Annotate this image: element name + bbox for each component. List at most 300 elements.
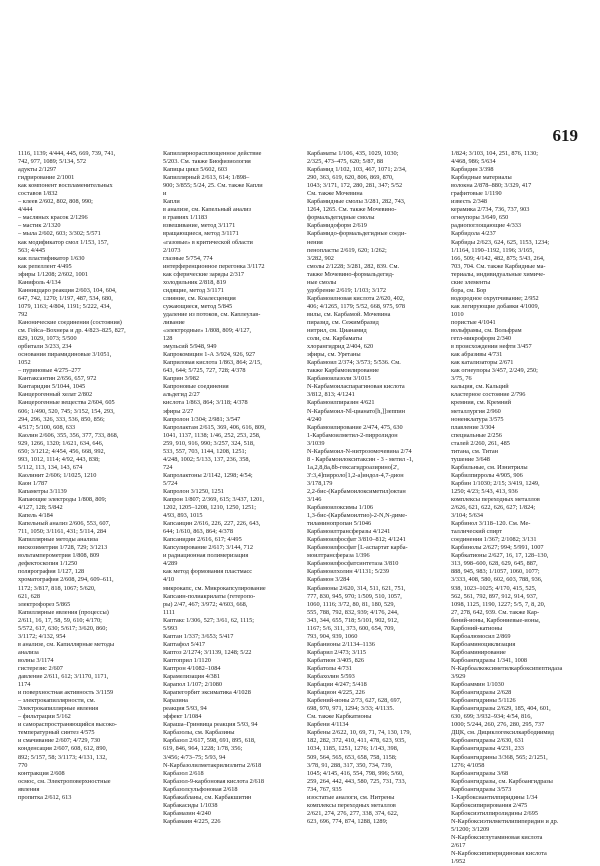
index-entry-line: 5/112, 113, 134, 143, 674 — [18, 463, 83, 471]
index-entry-line: 3/333, 408, 580, 602, 603, 788, 936, — [451, 576, 543, 584]
index-entry-line: Канниццаро реакция 2/603, 104, 604, — [18, 286, 117, 294]
index-entry-line: см. Гейса–Вохнера и др. 4/823–825, 827, — [18, 327, 126, 335]
index-entry-line: вольфрамы, см. Вольфрам — [451, 327, 522, 335]
index-entry-line: 630, 699; 3/932–934; 4/54, 816, — [451, 713, 532, 721]
index-entry-line: волны 3/1174 — [18, 656, 54, 664]
index-entry-line: Каразина — [163, 697, 188, 705]
index-entry-line: 563; 4/445 — [18, 246, 46, 254]
index-entry-line: Карбамоилхолин 4/1131; 5/239 — [307, 568, 390, 576]
index-entry-line: 1043; 3/171, 172, 280, 281, 347; 5/52 — [307, 182, 403, 190]
index-entry-line: 3/282, 902 — [307, 254, 334, 262]
index-entry-line: Карбоангидразы 3/573 — [451, 785, 512, 793]
index-entry-line: 3/929 — [451, 673, 466, 681]
index-entry-line: 2/1073 — [163, 246, 181, 254]
index-entry-line: тушение 3/648 — [451, 455, 490, 463]
index-entry-line: 3/78, 91, 288, 317, 350, 734, 739, — [307, 761, 393, 769]
index-entry-line: изостатые аналоги, см. Нитрены — [307, 793, 395, 801]
index-entry-line: – фильтрации 5/162 — [18, 713, 71, 721]
index-entry-line: 259, 264, 442, 443, 580, 725, 731, 733, — [307, 777, 407, 785]
index-entry-line: титана, см. Титан — [451, 447, 499, 455]
index-entry-line: гидрирование 2/1001 — [18, 174, 75, 182]
index-entry-line: 1111 — [163, 608, 175, 616]
index-entry-line: Карбазол 2/617, 598, 691, 895, 618, — [163, 737, 256, 745]
index-entry-line: 3/1039 — [307, 439, 325, 447]
index-entry-line: Карбоангидразы, см. Карбоангидразы — [451, 777, 553, 785]
index-entry-line: специальные 2/256 — [451, 431, 502, 439]
index-entry-line: как легирующие добавки 4/1009, — [451, 302, 540, 310]
index-entry-line: как компонент воспламенительных — [18, 182, 113, 190]
index-entry-line: 5/724 — [163, 479, 178, 487]
index-entry-line: 777, 830, 945, 970; 1/509, 510, 1057, — [307, 592, 402, 600]
index-entry-line: 619, 846, 964, 1228; 1/78, 356; — [163, 745, 243, 753]
index-entry-line: 5/203. См. также Биофизиология — [163, 158, 251, 166]
index-entry-line: 938, 1023–1025; 4/170, 415, 525, — [451, 584, 537, 592]
index-entry-line: 3':3,4]пирроло[1,2-a]индол-4,7-дион — [307, 471, 404, 479]
index-entry-line: температурный синтез 4/575 — [18, 729, 95, 737]
page-number: 619 — [552, 126, 578, 145]
index-entry-line: 343, 344, 655, 718; 5/101, 902, 912, — [307, 616, 399, 624]
index-entry-line: 4/127, 128; 5/842 — [18, 504, 63, 512]
index-entry-line: 294, 296, 326, 333, 536, 850, 856; — [18, 415, 105, 423]
index-entry-line: орбитали 3/233, 234 — [18, 343, 72, 351]
index-entry-line: Карбамоны 2/620, 314, 511, 621, 751, — [307, 584, 406, 592]
index-entry-line: Карбакасиды 1/1038 — [163, 801, 218, 809]
index-entry-line: Карбилпирролы 4/905, 906 — [451, 471, 523, 479]
index-entry-line: глазные 5/754, 774 — [163, 254, 213, 262]
index-entry-line: N-Карбоалкоксиметилкарбоксипептидаза — [451, 665, 563, 672]
index-entry-line: 3/1172; 4/132, 954 — [18, 632, 66, 640]
index-entry-line: Карбазол-9-карбоновая кислота 2/618 — [163, 777, 264, 785]
index-entry-line: контракция 2/608 — [18, 769, 65, 777]
index-entry-line: эффект 1/1084 — [163, 713, 202, 721]
index-entry-line: кальция, см. Кальций — [451, 383, 509, 391]
index-entry-line: 3/146 — [307, 496, 322, 504]
index-entry-line: 1/824; 3/103, 104, 251, 876, 1130; — [451, 150, 539, 157]
index-entry-line: Каптафол 5/417 — [163, 640, 206, 648]
index-entry-line: 623, 696, 774, 874, 1288, 1289; — [307, 817, 388, 825]
index-entry-line: Карбинолы 2/627; 994; 5/991, 1007 — [451, 544, 544, 552]
index-entry-line: N-Карбоксиглутаминовая кислота — [451, 833, 543, 841]
index-entry-line: Канцерогенный хелат 2/802 — [18, 391, 93, 399]
index-entry-line: Капролактам 2/615, 369, 406, 616, 809, — [163, 423, 266, 431]
index-entry-line: 711, 1050; 3/1161, 431; 5/114, 284 — [18, 528, 107, 536]
index-entry-line: кислота 1/863, 864; 3/118; 4/378 — [163, 399, 248, 407]
index-entry-line: Карбкатионы 2/627, 16, 17, 128–130, — [451, 552, 549, 560]
index-entry-line: 1250; 4/23; 5/43, 413, 936 — [451, 487, 518, 495]
index-entry-line: водородное охрупчивание; 2/952 — [451, 294, 539, 302]
index-entry-line: ноненклатура 3/575 — [451, 415, 504, 423]
index-entry-line: Карамелизация 4/381 — [163, 673, 220, 681]
index-entry-line: 1098, 1125, 1190, 1227; 5/5, 7, 8, 20, — [451, 600, 546, 608]
index-entry-line: вилы, см. Карбамой. Мочевина — [307, 310, 391, 318]
index-entry-line: Карбоаминоциклизация — [451, 640, 516, 648]
index-entry-line: 4/93, 893, 1015 — [163, 512, 203, 520]
index-entry-line: как огнеупоры 3/457, 2/249, 250; — [451, 367, 538, 375]
index-entry-line: полярография 1/127, 128 — [18, 568, 85, 576]
index-entry-line: 182, 282, 372, 410, 411, 478, 623, 935, — [307, 737, 406, 745]
index-entry-line: 1174 — [18, 681, 31, 689]
index-entry-line: Карбин 1/1030; 2/15; 3/419, 1249, — [451, 479, 540, 487]
index-entry-line: Электрокапиллярные явления — [18, 705, 99, 713]
index-entry-line: таллический спирт — [451, 528, 502, 536]
index-entry-line: Карбазолы, см. Карбазины — [163, 729, 235, 737]
index-entry-line: кластерное состояние 2/796 — [451, 391, 526, 399]
index-entry-line: 4/248, 1002; 5/133, 137, 236, 358, — [163, 455, 251, 463]
index-entry-line: Карбоангидрины 3/368, 565; 2/1251, — [451, 753, 548, 761]
index-entry-line: тиламинопропан 5/1046 — [307, 520, 372, 528]
index-entry-line: 1a,2,8,8a,8b-гексагидроазирино[2', — [307, 463, 399, 471]
index-entry-line: Капиллярнорасплющенное действие — [163, 150, 262, 157]
index-entry-line: Карбамоилфосфат 3/810–812; 4/1241 — [307, 536, 406, 544]
index-entry-line: Карбидные материалы — [451, 174, 512, 182]
index-entry-line: и радиационная полимеризация — [163, 552, 249, 560]
index-entry-line: Карбены 2/622, 10, 69, 71, 74, 130, 179, — [307, 729, 412, 737]
index-entry-line: пористые 4/1041 — [451, 318, 496, 326]
index-entry-line: реакция 5/93, 94 — [163, 705, 207, 713]
index-entry-line: Карбамоилновая кислота 2/620, 402, — [307, 294, 405, 302]
index-entry-line: хлорангидрид 2/404, 620 — [307, 343, 374, 351]
index-entry-line: в происхождении нефти 3/457 — [451, 343, 532, 351]
index-entry-line: как пластификатор 1/630 — [18, 254, 85, 262]
index-entry-line: 166, 509; 4/142, 482, 875; 5/43, 264, — [451, 254, 545, 262]
index-entry-line: эмульсий 5/948, 949 — [163, 343, 217, 351]
index-entry-line: 8 - Карбамоилокситаксин - 3 - метил -1, — [307, 455, 414, 463]
index-entry-line: Карбатион 3/405, 826 — [307, 656, 365, 664]
index-entry-line: волокна 2/878–880; 3/329, 417 — [451, 182, 532, 190]
index-column-2 — [163, 150, 295, 826]
index-entry-line: 5/572, 617, 630; 5/617; 3/620, 860; — [18, 624, 108, 632]
index-entry-line: 2/621, 274, 276, 277, 338, 374, 622, — [307, 809, 399, 817]
index-entry-line: – электрокапиллярности, см. — [18, 697, 96, 705]
index-entry-line: Каптакс 1/306, 527; 3/61, 62, 1115; — [163, 616, 255, 624]
index-entry-line: Карбамид 1/102, 103, 467, 1071; 2/34, — [307, 166, 407, 174]
index-entry-line: Капиллярные методы анализа — [18, 536, 99, 544]
index-entry-line: 3/75, 76 — [451, 375, 472, 383]
index-entry-line: Канцерогенные вещества 2/604, 605 — [18, 399, 115, 407]
index-columns — [18, 150, 584, 866]
index-column-3 — [307, 150, 439, 826]
index-entry-line: 724 — [163, 463, 173, 471]
index-entry-line: Карапегорбит эксиматика 4/1028 — [163, 689, 251, 697]
index-entry-line: холодильник 2/818, 819 — [163, 278, 226, 286]
index-entry-line: 606; 1/490, 520, 745; 3/152, 154, 293, — [18, 407, 115, 415]
index-entry-line: «электродные» 1/808, 809; 4/127, — [163, 327, 252, 335]
index-entry-line: 2/325, 473–475, 620; 5/87, 88 — [307, 158, 384, 166]
index-entry-line: 562, 561, 792, 897, 912, 914, 937, — [451, 592, 538, 600]
index-entry-line: 647, 742, 1270; 1/197, 487, 534, 680, — [18, 294, 113, 302]
index-entry-line: См. также Карбкатионы — [307, 713, 372, 721]
index-entry-line: моилтрансфераза 1/396 — [307, 552, 370, 560]
index-entry-line: N-Карбоксипиперидиновая кислота — [451, 850, 547, 858]
index-entry-line: как абразивы 4/731 — [451, 351, 503, 359]
index-entry-line: 643, 644; 5/725, 727, 728; 4/378 — [163, 367, 246, 375]
index-entry-line: 1041, 1137, 1138; 1/46, 252, 253, 258, — [163, 431, 261, 439]
index-entry-line: Карбацион 4/225, 226 — [307, 689, 365, 697]
index-entry-line: Карбоангидразы 1/341, 1008 — [451, 656, 528, 664]
index-entry-line: как репеллент 4/495 — [18, 262, 72, 270]
index-entry-line: Капролон 3/1250, 1251 — [163, 487, 224, 495]
index-entry-line: 929, 1266, 1320; 1/621, 634, 646, — [18, 439, 104, 447]
index-entry-line: 900; 3/855; 5/24, 25. См. также Капли — [163, 182, 263, 190]
index-entry-line: Карбоний-катионы — [451, 624, 503, 632]
index-entry-line: Караша–Гринвица реакция 5/93, 94 — [163, 721, 258, 729]
index-entry-line: 698, 970, 971, 1294; 3/33; 4/1135. — [307, 705, 395, 713]
index-entry-line: вращающиеся, метод 3/1171 — [163, 230, 239, 238]
index-entry-line: 290, 363, 619, 620, 806, 869, 870, — [307, 174, 394, 182]
index-entry-line: металлургия 2/960 — [451, 407, 501, 415]
index-entry-line: Карбамидо-формальдегидные соеди- — [307, 230, 407, 238]
index-entry-line: 1264, 1265. См. также Мочевино- — [307, 206, 397, 214]
index-entry-line: 27, 278, 642, 939. См. также Кар- — [451, 608, 540, 616]
index-entry-line: 888, 945, 983; 1/1057, 1060, 1077; — [451, 568, 540, 576]
index-entry-line: Карбидола 4/237 — [451, 230, 496, 238]
index-entry-line: известь 2/348 — [451, 198, 488, 206]
index-entry-line: Карбамоилтрансферазы 4/1241 — [307, 528, 391, 536]
index-entry-line: N-Карбазолилметакрилизлиты 2/618 — [163, 761, 262, 769]
index-entry-line: Капроновые соединения — [163, 383, 229, 391]
index-entry-line: териалы, индивидуальные химиче- — [451, 270, 546, 278]
index-entry-line: Карбоангидразы 2/629, 185, 404, 601, — [451, 705, 551, 713]
index-entry-line: Канифоль 4/134 — [18, 278, 61, 286]
index-entry-line: 792 — [18, 310, 28, 318]
index-entry-line: 703, 704. См. также Карбидные ма- — [451, 262, 546, 270]
index-entry-line: 1045; 4/145, 416, 554, 798, 996; 5/60, — [307, 769, 404, 777]
index-entry-line: альдегид 2/27 — [163, 391, 200, 399]
index-entry-line: 1034, 1185, 1251, 1276; 1/143, 398, — [307, 745, 399, 753]
index-entry-line: – мастик 2/1320 — [18, 222, 61, 230]
index-entry-line: 770 — [18, 761, 28, 769]
index-entry-line: 533, 557, 703, 1144, 1208, 1251; — [163, 447, 247, 455]
index-entry-line: гистерезис 2/607 — [18, 665, 63, 672]
index-entry-line: интерференционное перегонка 3/1172 — [163, 262, 265, 270]
index-entry-line: также Мочевино-формальдегид- — [307, 270, 395, 278]
index-entry-line: Карбоангидразы 2/630, 631 — [451, 737, 524, 745]
index-entry-line: смолы 2/1228; 3/281, 282, 839. См. — [307, 262, 400, 270]
index-column-4 — [451, 150, 585, 866]
index-entry-line: нитрил, см. Цианамид — [307, 327, 367, 335]
index-entry-line: 313, 998–600, 628, 629, 645, 887, — [451, 560, 538, 568]
index-entry-line: удобрение 2/619; 1/103; 3/172 — [307, 286, 387, 294]
index-entry-line: Карбидин 3/398 — [451, 166, 494, 174]
index-entry-line: Каолинит 2/606; 1/1025, 1210 — [18, 471, 97, 479]
index-entry-line: – пуриновые 4/275–277 — [18, 367, 81, 375]
index-entry-line: анализа — [18, 648, 39, 656]
index-entry-line: комплексы переходных металлов — [451, 496, 540, 504]
index-entry-line: как модификатор смол 1/153, 157, — [18, 238, 109, 246]
index-entry-line: радиопоглощающие 4/333 — [451, 222, 522, 230]
index-entry-line: ры) 2/47, 467; 3/972; 4/603, 668, — [163, 600, 248, 608]
index-entry-line: 4/289 — [163, 560, 178, 568]
index-entry-line: 1172; 3/817, 818, 1067; 5/620, — [18, 584, 96, 592]
index-entry-line: Капсаицин 2/616, 226, 227, 226, 643, — [163, 520, 261, 528]
index-entry-line: огнеупоры 3/649, 650 — [451, 214, 509, 222]
index-entry-line: Карбамоилоксимы 1/106 — [307, 504, 374, 512]
index-entry-line: плавление 3/304 — [451, 423, 495, 431]
index-entry-line: Карбоаммин 1/1030 — [451, 681, 504, 689]
index-entry-line: 4/517; 5/100, 608, 633 — [18, 423, 76, 431]
index-entry-line: Карбоксипирирования 2/475 — [451, 801, 528, 809]
index-entry-line: 2/626, 621, 622, 626, 627; 1/824; — [451, 504, 536, 512]
index-entry-line: Карбоаминирование — [451, 648, 506, 656]
index-entry-line: взвешивание, метод 3/1171 — [163, 222, 236, 230]
index-entry-line: в гравиях 1/1183 — [163, 214, 208, 222]
index-entry-line: 2/611, 16, 17, 58, 59, 610; 4/170; — [18, 616, 102, 624]
index-entry-line: 1116, 1139; 4/444, 445, 669, 739, 741, — [18, 150, 116, 157]
index-entry-line: эфиры 1/1208; 2/602, 1001 — [18, 270, 88, 278]
index-entry-line: удаление из потоков, см. Каплеулав- — [163, 310, 261, 318]
index-entry-line: 1000; 5/244, 260, 276, 280, 295, 737 — [451, 721, 545, 729]
index-entry-line: Карбаматы 1/106, 435, 1029, 1030; — [307, 150, 399, 157]
index-entry-line: хроматография 2/608, 294, 609–611, — [18, 576, 114, 584]
index-entry-line: 1079, 1163; 4/804, 1191; 5/222, 434, — [18, 302, 112, 310]
index-entry-line: Карбазолсульфоновая 2/618 — [163, 785, 238, 793]
index-entry-line: 1276; 4/1058 — [451, 761, 485, 769]
index-entry-line: Каптоприл 1/1120 — [163, 656, 211, 664]
index-entry-line: Кантаридин 5/1044, 1045 — [18, 383, 86, 391]
index-entry-line: – клеев 2/602, 802, 808, 990; — [18, 198, 93, 206]
index-entry-line: Каптрон 4/1082–1084 — [163, 665, 221, 672]
index-entry-line: Карбакабланы, см. Карбакшитин — [163, 793, 252, 801]
index-entry-line: 1-Карбоксиантилпиридины 1/34 — [451, 793, 538, 801]
index-entry-line: Карбоангидразы 3/68 — [451, 769, 509, 777]
index-entry-line: адукты 2/1297 — [18, 166, 57, 174]
index-entry-line: 1/952 — [451, 858, 466, 866]
index-entry-line: 644; 1/610, 863, 864; 4/378 — [163, 528, 233, 536]
index-entry-line: 650; 3/1212; 4/454, 456, 668, 992, — [18, 447, 106, 455]
index-entry-line: 1-Карбамоилметил-2-пирролидон — [307, 431, 398, 439]
index-entry-line: нения — [307, 238, 323, 246]
index-entry-line: Карбиды 2/623, 624, 625, 1153, 1234; — [451, 238, 550, 246]
index-entry-line: Карбоангидразы 2/628 — [451, 689, 512, 697]
index-entry-line: дефектоскопия 1/1250 — [18, 560, 78, 568]
index-entry-line: Карбений-ионы 2/73, 627, 628, 697, — [307, 697, 402, 705]
index-entry-line: и смачивание 2/607; 4/729, 730 — [18, 737, 101, 745]
index-entry-line: N-Карбамоил-Nl-цианато[h,]]зеппин — [307, 407, 405, 415]
index-entry-line: слияние, см. Коалесценция — [163, 294, 236, 302]
index-entry-line: соединения 1/367; 2/1082; 3/131 — [451, 536, 537, 544]
index-entry-line: «газовые» в критической области — [163, 238, 253, 246]
index-entry-line: графитовые 1/1190 — [451, 190, 502, 198]
index-entry-line: Карбоксиэтилпиролидины 2/695 — [451, 809, 539, 817]
index-entry-line: 3/812, 813; 4/1241 — [307, 391, 355, 399]
index-entry-line: в анализе, см. Капельный анализ — [163, 206, 251, 214]
index-entry-line: Карбамоилпиразин 4/621 — [307, 399, 375, 407]
index-entry-line: Карбамоил 2/374; 3/573; 5/536. См. — [307, 359, 401, 367]
index-entry-line: Карбамон 3/284 — [307, 576, 350, 584]
index-entry-line: 829, 1029, 1073; 5/500 — [18, 335, 77, 343]
index-entry-line: как сферические заряды 2/317 — [163, 270, 245, 278]
index-entry-line: Капрокомицин 1-А 3/924, 926, 927 — [163, 351, 256, 359]
index-entry-line: 3/178,179 — [307, 479, 333, 487]
index-entry-line: комплексы переходных металлов — [307, 801, 396, 809]
index-entry-line: Капсулирование 2/617; 3/144, 712 — [163, 544, 253, 552]
index-entry-line: эфиры, см. Уретаны — [307, 351, 361, 359]
index-entry-line: Карбамидоформ 2/619 — [307, 222, 367, 230]
index-entry-line: 4/468, 986; 5/634 — [451, 158, 496, 166]
index-entry-line: пропитка 2/612, 613 — [18, 793, 72, 801]
index-entry-line: Каон 1/787 — [18, 479, 48, 487]
index-entry-line: Карбамидные смолы 3/281, 282, 743, — [307, 198, 406, 206]
index-entry-line: 406; 4/1265, 1179; 5/52, 668, 975, 978 — [307, 302, 406, 310]
index-entry-line: 4/444 — [18, 206, 33, 214]
index-entry-line: в анализе, см. Капиллярные методы — [18, 640, 115, 648]
index-entry-line: Каптоз 2/1274; 3/1139, 1248; 5/22 — [163, 648, 252, 656]
index-entry-line: Капельный анализ 2/606, 553, 607, — [18, 520, 111, 528]
index-entry-line: Карбамазин 4/240 — [163, 809, 211, 817]
index-entry-line: – мыла 2/602, 603; 3/302; 5/571 — [18, 230, 101, 238]
index-entry-line: Капаметры 3/1139 — [18, 487, 67, 495]
index-entry-line: формальдегидные смолы — [307, 214, 375, 222]
index-entry-line: ливание — [163, 318, 185, 326]
index-entry-line: 2/617 — [451, 842, 466, 850]
index-entry-line: соли, см. Карбаматы — [307, 335, 363, 343]
index-entry-line: Карбанионы 2/1134–1136 — [307, 640, 375, 648]
index-entry-line: микрокапс, см. Микрокапсулирование — [163, 584, 266, 592]
index-entry-line: 1167; 5/6, 311, 373, 600, 654, 709, — [307, 624, 396, 632]
index-entry-line: 128 — [163, 335, 173, 343]
index-entry-line: Карбамаия 4/225, 226 — [163, 817, 221, 825]
index-entry-line: Кантаксантин 2/656, 657, 972 — [18, 375, 97, 383]
index-entry-line: Карбатолы 4/731 — [307, 665, 352, 672]
index-entry-line: 1060, 1116; 3/72, 80, 81, 180, 529, — [307, 600, 396, 608]
index-column-1 — [18, 150, 150, 802]
index-entry-line: 259, 910, 916, 990; 3/257, 324, 518, — [163, 439, 255, 447]
index-entry-line: Каптан 1/337; 3/653; 5/417 — [163, 632, 234, 640]
index-entry-line: Капель 4/184 — [18, 512, 53, 520]
index-entry-line: 1052 — [18, 359, 31, 367]
index-entry-line: Карбоангидрины 5/1126 — [451, 697, 516, 705]
index-entry-line: 509, 564, 565, 653, 658, 758, 1158; — [307, 753, 397, 761]
index-entry-line: Карбазол 2/618 — [163, 769, 204, 777]
index-entry-line: как катализаторы 2/671 — [451, 359, 514, 367]
index-entry-line: Карбахолин 5/593 — [307, 673, 355, 681]
index-entry-line: и самораспространяющийся высоко- — [18, 721, 117, 729]
index-entry-line: и — [163, 190, 167, 198]
index-entry-line: Капиллярные явления (процессы) — [18, 608, 109, 616]
index-entry-line: Каприловая кислота 1/863, 864; 2/15, — [163, 359, 262, 367]
index-entry-line: вискозиметрия 1/728, 729; 3/1213 — [18, 544, 108, 552]
index-entry-line: явления — [18, 785, 40, 793]
index-entry-line: гетл-микроформ 2/340 — [451, 335, 512, 343]
index-entry-line: составов 1/832 — [18, 190, 58, 198]
index-entry-line: Карбоангидразы 4/231, 233 — [451, 745, 524, 753]
index-entry-line: Карапол 1/107; 2/1080 — [163, 681, 223, 689]
index-entry-line: бора, см. Бор — [451, 286, 487, 294]
index-entry-line: 5/993 — [163, 624, 178, 632]
index-entry-line: Карбильные, см. Изнитрилы — [451, 463, 528, 471]
index-entry-line: Карбации 4/247; 5/418 — [307, 681, 367, 689]
index-entry-line: Капиллярный 2/613, 614; 1/898– — [163, 174, 250, 182]
index-entry-line: Карбамоилирование 2/474, 475, 630 — [307, 423, 403, 431]
index-entry-line: керамика 2/734, 736, 737, 903 — [451, 206, 530, 214]
index-entry-line: кремния, см. Кремний — [451, 399, 511, 407]
index-entry-line: также Карбамоилирование — [307, 367, 379, 375]
index-entry-line: 742, 977, 1089; 5/134, 572 — [18, 158, 87, 166]
index-entry-line: сталей 2/260, 261, 485 — [451, 439, 510, 447]
index-entry-line: См. также Мочевина — [307, 190, 363, 198]
index-entry-line: Карбамоилфосфатсинтетаза 3/810 — [307, 560, 399, 568]
index-entry-line: Каолин 2/606, 355, 356, 377, 733, 868, — [18, 431, 119, 439]
index-entry-line: ДЦК, см. Дициклогексилкарбодиимид — [451, 729, 554, 737]
index-entry-line: – масляных красок 2/1296 — [18, 214, 88, 222]
index-entry-line: 1010 — [451, 310, 464, 318]
index-entry-line: ские элементы — [451, 278, 491, 286]
index-entry-line: ные смолы — [307, 278, 337, 286]
index-entry-line: вольтамперометрия 1/808, 809 — [18, 552, 100, 560]
index-entry-line: Карбарил 2/473; 3/115 — [307, 648, 367, 656]
index-entry-line: Карбамоилфосфат [L-аспартат карба- — [307, 544, 408, 552]
index-entry-line: Капицы цикл 5/602, 603 — [163, 166, 228, 174]
